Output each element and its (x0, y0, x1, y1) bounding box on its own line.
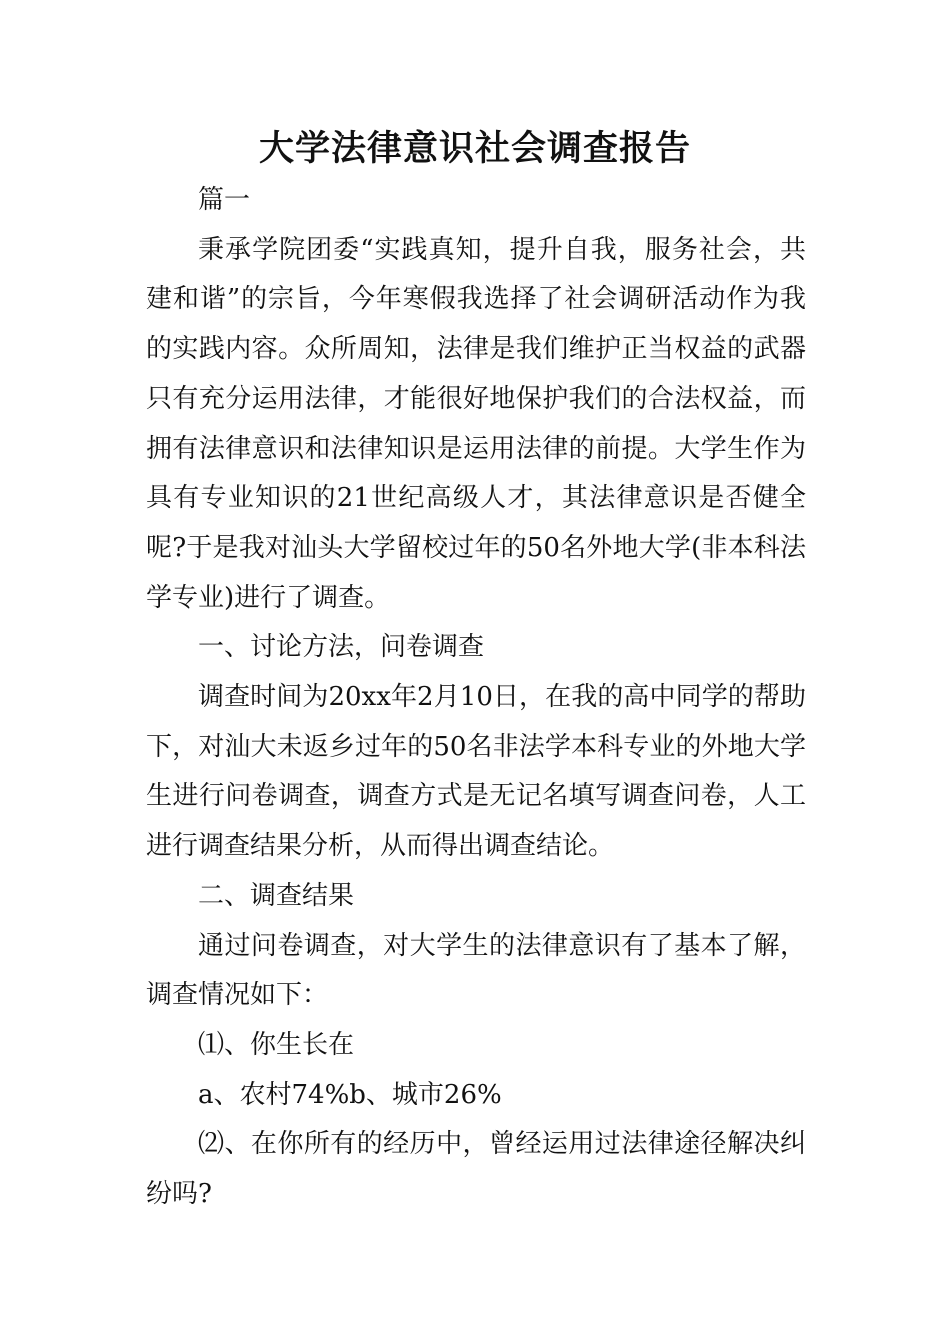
question-1: ⑴、你生长在 (198, 1029, 355, 1060)
section-label: 篇一 (198, 185, 251, 215)
question-2: ⑵、在你所有的经历中，曾经运用过法律途径解决纠纷吗? (146, 1129, 806, 1210)
document-body (146, 176, 806, 1220)
method-paragraph: 调查时间为20xx年2月10日，在我的高中同学的帮助下，对汕大未返乡过年的50名非法学本科专业的外地大学生进行问卷调查，调查方式是无记名填写调查问卷，人工进行调查结果分析，从而得出调查结论。 (146, 682, 806, 862)
section-heading-method: 一、讨论方法，问卷调查 (198, 632, 485, 663)
document-title: 大学法律意识社会调查报告 (258, 129, 691, 169)
answer-1: a、农村74%b、城市26% (198, 1079, 502, 1110)
results-intro-paragraph: 通过问卷调查，对大学生的法律意识有了基本了解，调查情况如下： (146, 930, 806, 1011)
section-heading-results: 二、调查结果 (198, 880, 355, 911)
intro-paragraph: 秉承学院团委“实践真知，提升自我，服务社会，共建和谐”的宗旨，今年寒假我选择了社会调研活动作为我的实践内容。众所周知，法律是我们维护正当权益的武器只有充分运用法律，才能很好地保护我们的合法权益，而拥有法律意识和法律知识是运用法律的前提。大学生作为具有专业知识的21世纪高级人才，其法律意识是否健全呢?于是我对汕头大学留校过年的50名外地大学(非本科法学专业)进行了调查。 (146, 234, 806, 613)
